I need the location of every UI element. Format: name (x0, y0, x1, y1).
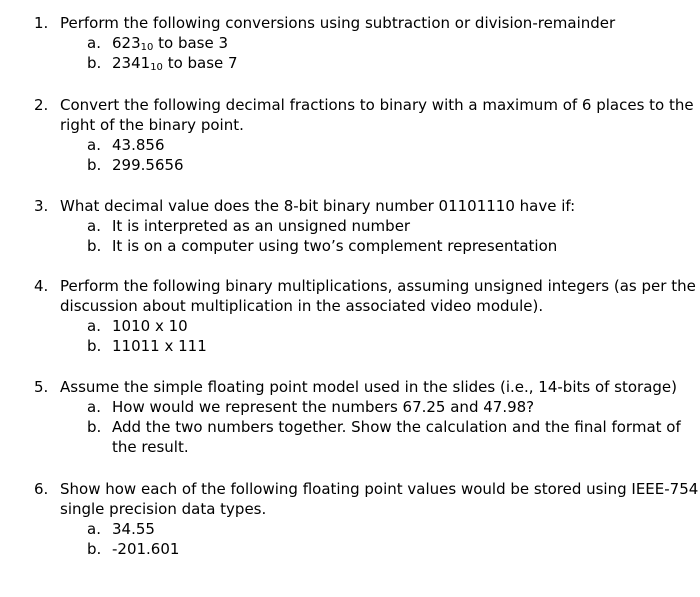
question-1 (0, 13, 700, 73)
question-number: 2. (34, 96, 49, 114)
sub-item-letter: a. (87, 136, 101, 154)
sub-item (0, 155, 700, 175)
sub-item-text: 11011 x 111 (112, 337, 207, 355)
sub-item-letter: a. (87, 398, 101, 416)
question-number: 5. (34, 378, 49, 396)
sub-item-text: $2341_{10}$ to base 7 (112, 54, 238, 73)
question-number: 6. (34, 480, 49, 498)
sub-item-text: 1010 x 10 (112, 317, 188, 335)
sub-item-continued (0, 437, 700, 457)
sub-item (0, 216, 700, 236)
question-text: Assume the simple floating point model used in the slides (i.e., 14-bits of storage) (60, 378, 678, 396)
sub-item-letter: a. (87, 317, 101, 335)
sub-item (0, 316, 700, 336)
sub-item-text: Add the two numbers together. Show the calculation and the final format of (112, 418, 681, 436)
sub-item (0, 33, 700, 53)
sub-item-text: 34.55 (112, 520, 155, 538)
sub-item-letter: b. (87, 156, 102, 174)
question-3 (0, 196, 700, 256)
question-text-continued: single precision data types. (60, 500, 267, 518)
sub-item-text: $623_{10}$ to base 3 (112, 34, 229, 53)
question-text-continued: discussion about multiplication in the associated video module). (60, 297, 544, 315)
question-text: What decimal value does the 8-bit binary number 01101110 have if: (60, 197, 576, 215)
question-text: Convert the following decimal fractions to binary with a maximum of 6 places to the (60, 96, 694, 114)
sub-item (0, 336, 700, 356)
sub-item (0, 519, 700, 539)
sub-item-letter: b. (87, 237, 102, 255)
base-subscript: 10 (150, 62, 163, 73)
sub-item (0, 417, 700, 437)
question-4 (0, 276, 700, 356)
sub-item-text: 299.5656 (112, 156, 184, 174)
sub-item-text-continued: the result. (112, 438, 189, 456)
sub-item-letter: b. (87, 54, 102, 72)
question-text: Perform the following conversions using subtraction or division-remainder (60, 14, 616, 32)
sub-item (0, 53, 700, 73)
sub-item (0, 236, 700, 256)
question-number: 3. (34, 197, 49, 215)
question-6 (0, 479, 700, 559)
question-5 (0, 377, 700, 457)
question-number: 4. (34, 277, 49, 295)
sub-item-text: 43.856 (112, 136, 165, 154)
sub-item-text: It is interpreted as an unsigned number (112, 217, 411, 235)
question-2 (0, 95, 700, 175)
question-number: 1. (34, 14, 49, 32)
sub-item-letter: a. (87, 520, 101, 538)
sub-item-letter: b. (87, 418, 102, 436)
question-text: Show how each of the following floating point values would be stored using IEEE-754 (60, 480, 699, 498)
sub-item (0, 135, 700, 155)
sub-item (0, 539, 700, 559)
question-text: Perform the following binary multiplications, assuming unsigned integers (as per the (60, 277, 696, 295)
sub-item-letter: b. (87, 337, 102, 355)
question-text-continued: right of the binary point. (60, 116, 244, 134)
base-subscript: 10 (140, 42, 154, 53)
sub-item-text: How would we represent the numbers 67.25 and 47.98? (112, 398, 535, 416)
sub-item-letter: a. (87, 34, 101, 52)
sub-item-letter: a. (87, 217, 101, 235)
sub-item (0, 397, 700, 417)
sub-item-text: -201.601 (112, 540, 180, 558)
sub-item-text: It is on a computer using two’s complement representation (112, 237, 558, 255)
sub-item-letter: b. (87, 540, 102, 558)
